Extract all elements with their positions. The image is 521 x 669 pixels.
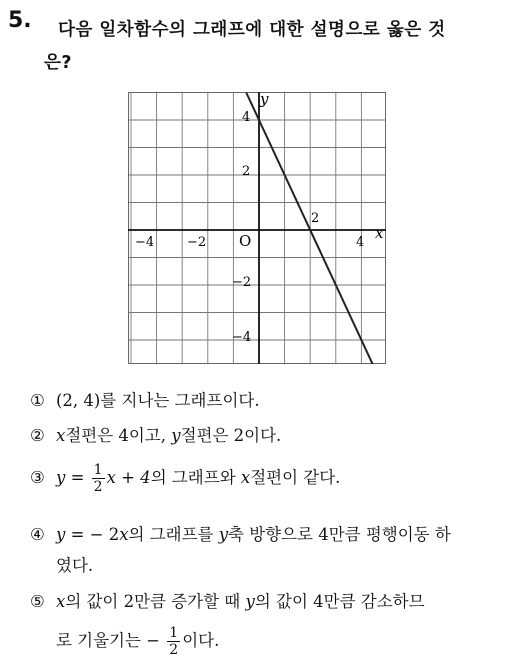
fraction-denominator: 2 bbox=[169, 642, 179, 658]
math-expr: = − 2 bbox=[65, 525, 120, 544]
grid bbox=[128, 92, 386, 364]
option-2[interactable] bbox=[30, 420, 515, 451]
option-marker: ③ bbox=[30, 468, 45, 487]
option-point: (2, 4) bbox=[56, 391, 101, 410]
y-tick-neg4: −4 bbox=[232, 330, 252, 345]
graph-svg bbox=[128, 92, 386, 364]
x-tick-neg4: −4 bbox=[135, 235, 155, 250]
option-text: 의 값이 4만큼 감소하므 bbox=[254, 592, 425, 611]
y-tick-neg2: −2 bbox=[232, 275, 252, 290]
option-text: 절편은 4이고, bbox=[65, 426, 172, 445]
coordinate-graph bbox=[128, 92, 386, 364]
option-marker: ② bbox=[30, 426, 45, 445]
option-marker: ④ bbox=[30, 525, 45, 544]
x-tick-4: 4 bbox=[356, 235, 365, 250]
option-text-continued bbox=[30, 625, 515, 658]
option-text: 의 그래프를 bbox=[128, 525, 219, 544]
fraction-denominator: 2 bbox=[93, 479, 103, 495]
math-var-x: x bbox=[56, 426, 66, 445]
math-expr: y = bbox=[56, 468, 90, 487]
option-text: 절편이 같다. bbox=[250, 468, 341, 487]
option-text-continued: 였다. bbox=[56, 556, 94, 575]
math-var-y: y bbox=[245, 592, 255, 611]
fraction bbox=[92, 462, 105, 495]
option-text: 의 값이 2만큼 증가할 때 bbox=[65, 592, 246, 611]
intercept-label: 2 bbox=[311, 211, 320, 226]
axes bbox=[128, 92, 386, 364]
math-expr: x + 4 bbox=[106, 468, 151, 487]
option-4[interactable] bbox=[30, 519, 515, 581]
question-text bbox=[44, 14, 513, 80]
math-var-x: x bbox=[119, 525, 129, 544]
math-var-x: x bbox=[56, 592, 66, 611]
fraction bbox=[167, 625, 180, 658]
option-text: 이다. bbox=[182, 631, 220, 650]
question-number: 5. bbox=[8, 8, 32, 33]
option-text: 의 그래프와 bbox=[150, 468, 241, 487]
math-var-y: y bbox=[218, 525, 229, 544]
math-var-y: y bbox=[56, 525, 66, 544]
option-marker: ⑤ bbox=[30, 592, 45, 611]
option-text: 를 지나는 그래프이다. bbox=[100, 391, 260, 410]
option-text: 로 기울기는 − bbox=[56, 631, 166, 650]
x-axis-label: x bbox=[375, 224, 384, 242]
graph-border bbox=[129, 93, 386, 364]
y-tick-4: 4 bbox=[242, 110, 251, 125]
option-3[interactable] bbox=[30, 462, 515, 495]
question-text-line2: 은? bbox=[44, 53, 73, 73]
math-var-x: x bbox=[240, 468, 251, 487]
y-tick-2: 2 bbox=[242, 164, 251, 179]
x-tick-neg2: −2 bbox=[187, 235, 207, 250]
fraction-numerator: 1 bbox=[93, 462, 103, 478]
question-text-line1: 다음 일차함수의 그래프에 대한 설명으로 옳은 것 bbox=[58, 20, 446, 40]
y-axis-label: y bbox=[260, 92, 269, 108]
option-marker: ① bbox=[30, 391, 45, 410]
origin-label: O bbox=[239, 232, 252, 250]
option-text: 축 방향으로 4만큼 평행이동 하 bbox=[228, 525, 451, 544]
option-text: 절편은 2이다. bbox=[180, 426, 282, 445]
option-5[interactable] bbox=[30, 586, 515, 658]
fraction-numerator: 1 bbox=[169, 625, 179, 641]
option-1[interactable] bbox=[30, 385, 515, 416]
math-var-y: y bbox=[171, 426, 181, 445]
